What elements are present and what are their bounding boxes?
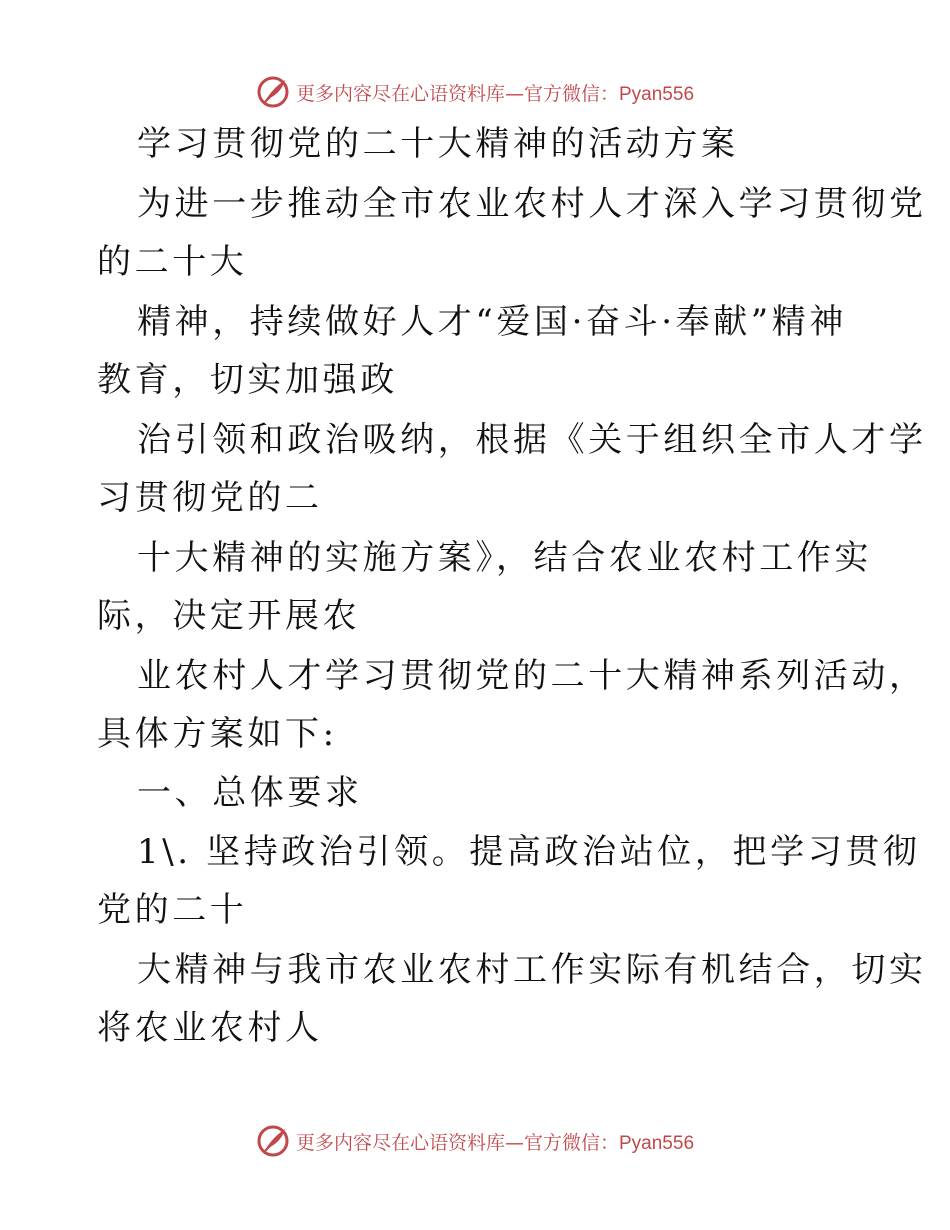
document-title: 学习贯彻党的二十大精神的活动方案 <box>137 124 739 164</box>
text-line: 业农村人才学习贯彻党的二十大精神系列活动， <box>137 656 927 696</box>
text-line: 治引领和政治吸纳，根据《关于组织全市人才学 <box>137 420 927 460</box>
text-line: 1\. 坚持政治引领。提高政治站位，把学习贯彻 <box>137 832 921 872</box>
watermark-text: 更多内容尽在心语资料库—官方微信：Pyan556 <box>295 82 695 105</box>
text-line: 为进一步推动全市农业农村人才深入学习贯彻党 <box>137 184 927 224</box>
text-line: 十大精神的实施方案》，结合农业农村工作实 <box>137 538 872 578</box>
text-line: 大精神与我市农业农村工作实际有机结合，切实 <box>137 950 927 990</box>
text-line: 教育，切实加强政 <box>97 360 398 400</box>
text-line: 的二十大 <box>97 242 248 282</box>
quill-pen-logo-icon <box>256 1124 290 1158</box>
text-line: 党的二十 <box>97 890 248 930</box>
text-line: 习贯彻党的二 <box>97 478 323 518</box>
text-line: 具体方案如下: <box>97 714 338 754</box>
section-heading: 一、总体要求 <box>137 773 363 813</box>
text-line: 将农业农村人 <box>97 1008 323 1048</box>
footer-watermark <box>0 1121 950 1161</box>
text-line: 际，决定开展农 <box>97 596 361 636</box>
watermark-text: 更多内容尽在心语资料库—官方微信：Pyan556 <box>295 1131 695 1154</box>
text-line: 精神，持续做好人才“爱国·奋斗·奉献”精神 <box>137 302 847 342</box>
